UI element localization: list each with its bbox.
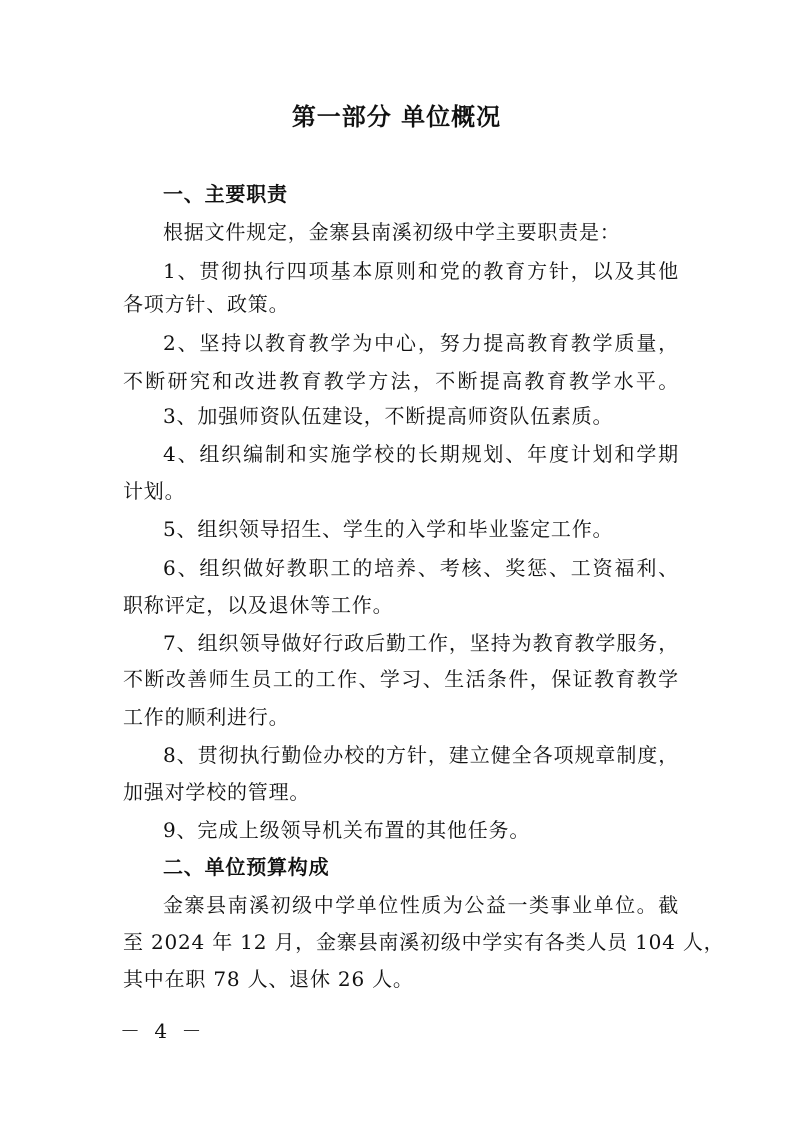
section-heading-main-duties: 一、主要职责 xyxy=(163,182,288,206)
paragraph-line: 各项方针、政策。 xyxy=(123,292,290,316)
paragraph-line: 不断研究和改进教育教学方法，不断提高教育教学水平。 xyxy=(123,369,679,393)
paragraph-line: 8、贯彻执行勤俭办校的方针，建立健全各项规章制度， xyxy=(163,743,679,767)
paragraph-line: 不断改善师生员工的工作、学习、生活条件，保证教育教学 xyxy=(123,667,679,691)
paragraph-line: 7、组织领导做好行政后勤工作，坚持为教育教学服务， xyxy=(163,631,679,655)
paragraph-line: 至 2024 年 12 月，金寨县南溪初级中学实有各类人员 104 人， xyxy=(123,930,725,954)
paragraph-line: 职称评定，以及退休等工作。 xyxy=(123,593,394,617)
paragraph-line: 工作的顺利进行。 xyxy=(123,705,290,729)
paragraph-line: 其中在职 78 人、退休 26 人。 xyxy=(123,967,414,991)
paragraph-line: 计划。 xyxy=(123,479,186,503)
page-number: － 4 － xyxy=(120,1019,206,1043)
paragraph-line: 3、加强师资队伍建设，不断提高师资队伍素质。 xyxy=(163,404,614,428)
paragraph-line: 5、组织领导招生、学生的入学和毕业鉴定工作。 xyxy=(163,517,614,541)
paragraph-line: 加强对学校的管理。 xyxy=(123,780,311,804)
paragraph-line: 1、贯彻执行四项基本原则和党的教育方针，以及其他 xyxy=(163,259,679,283)
page-title: 第一部分 单位概况 xyxy=(291,103,502,131)
paragraph-line: 9、完成上级领导机关布置的其他任务。 xyxy=(163,818,531,842)
section-heading-budget-composition: 二、单位预算构成 xyxy=(163,855,330,879)
paragraph-line: 4、组织编制和实施学校的长期规划、年度计划和学期 xyxy=(163,442,679,466)
paragraph-line: 金寨县南溪初级中学单位性质为公益一类事业单位。截 xyxy=(163,893,679,917)
paragraph-line: 6、组织做好教职工的培养、考核、奖惩、工资福利、 xyxy=(163,556,679,580)
paragraph-line: 2、坚持以教育教学为中心，努力提高教育教学质量， xyxy=(163,331,679,355)
paragraph-line: 根据文件规定，金寨县南溪初级中学主要职责是： xyxy=(163,220,621,244)
